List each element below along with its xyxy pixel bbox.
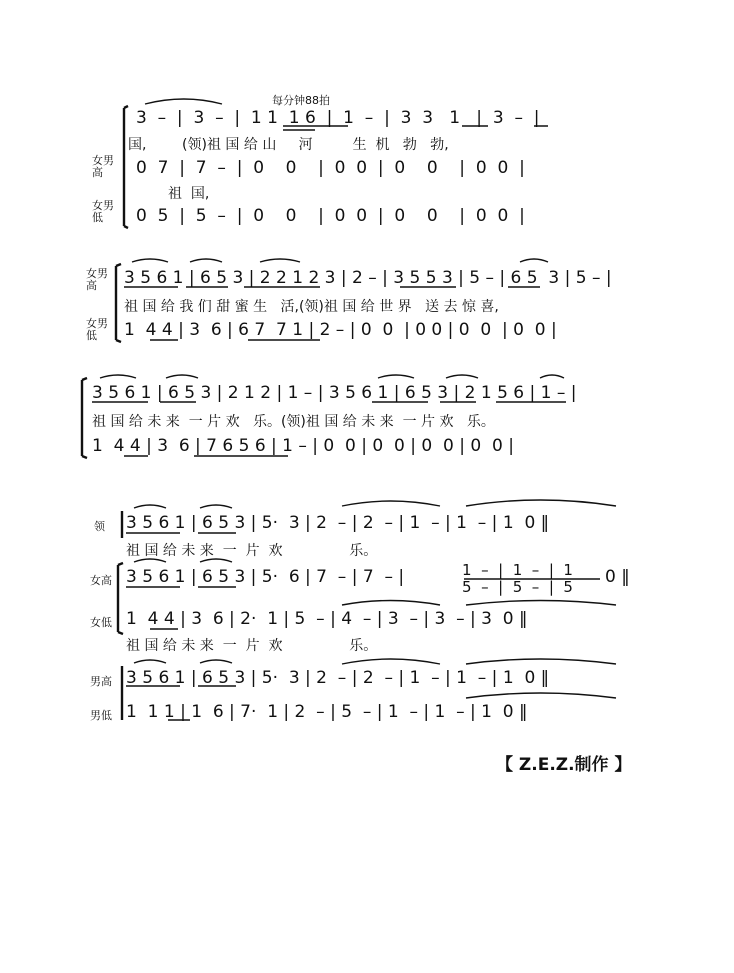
s4-label-female-high: 女高 — [90, 574, 112, 587]
s4-lead-row: 3 5 6 1 | 6 5 3 | 5· 3 | 2 – | 2 – | 1 – | 1 – | 1 0 ‖ — [126, 513, 550, 533]
s2-bottom-row: 1 4 4 | 3 6 | 6 7 7 1 | 2 – | 0 0 | 0 0 | 0 0 | 0 0 | — [124, 320, 557, 340]
s1-lyric-b: 祖 国, — [168, 186, 210, 202]
s1-lyric-a: 国, (领)祖 国 给 山 河 生 机 勃 勃, — [128, 137, 449, 153]
s2-voice-label-high: 女男高 — [86, 267, 108, 292]
tempo-marking: 每分钟88拍 — [272, 94, 330, 107]
s4-label-male-low: 男低 — [90, 709, 112, 722]
s1-voice-label-low: 女男低 — [92, 199, 114, 224]
s1-top-row: 3 – | 3 – | 1 1 1 6 | 1 – | 3 3 1 | 3 – | — [136, 108, 540, 128]
s4-female-high-brace-bottom: 5 – | 5 – | 5 — [462, 578, 573, 596]
maker-credit: 【 Z.E.Z.制作 】 — [496, 755, 632, 775]
s3-lyric: 祖 国 给 未 来 一 片 欢 乐。(领)祖 国 给 未 来 一 片 欢 乐。 — [92, 414, 495, 430]
s4-label-female-low: 女低 — [90, 616, 112, 629]
s3-top-row: 3 5 6 1 | 6 5 3 | 2 1 2 | 1 – | 3 5 6 1 | 6 5 3 | 2 1 5 6 | 1 – | — [92, 383, 577, 403]
s4-lyric-a: 祖 国 给 未 来 一 片 欢 乐。 — [126, 543, 378, 559]
s4-female-low-row: 1 4 4 | 3 6 | 2· 1 | 5 – | 4 – | 3 – | 3 – | 3 0 ‖ — [126, 609, 528, 629]
s1-voice-label-high: 女男高 — [92, 154, 114, 179]
s2-voice-label-low: 女男低 — [86, 317, 108, 342]
s2-top-row: 3 5 6 1 | 6 5 3 | 2 2 1 2 3 | 2 – | 3 5 5 3 | 5 – | 6 5 3 | 5 – | — [124, 268, 612, 288]
s4-female-high-end: 0 ‖ — [605, 567, 630, 587]
s4-label-male-high: 男高 — [90, 675, 112, 688]
s1-mid-row: 0 7 | 7 – | 0 0 | 0 0 | 0 0 | 0 0 | — [136, 158, 525, 178]
s4-lyric-b: 祖 国 给 未 来 一 片 欢 乐。 — [126, 638, 378, 654]
s4-female-high-brace-top: 1 – | 1 – | 1 — [462, 561, 573, 579]
s4-male-high-row: 3 5 6 1 | 6 5 3 | 5· 3 | 2 – | 2 – | 1 – | 1 – | 1 0 ‖ — [126, 668, 550, 688]
s1-bottom-row: 0 5 | 5 – | 0 0 | 0 0 | 0 0 | 0 0 | — [136, 206, 525, 226]
s2-lyric: 祖 国 给 我 们 甜 蜜 生 活,(领)祖 国 给 世 界 送 去 惊 喜, — [124, 299, 499, 315]
s3-bottom-row: 1 4 4 | 3 6 | 7 6 5 6 | 1 – | 0 0 | 0 0 | 0 0 | 0 0 | — [92, 436, 514, 456]
s4-male-low-row: 1 1 1 | 1 6 | 7· 1 | 2 – | 5 – | 1 – | 1 – | 1 0 ‖ — [126, 702, 528, 722]
s4-label-lead: 领 — [94, 520, 105, 533]
s4-female-high-row: 3 5 6 1 | 6 5 3 | 5· 6 | 7 – | 7 – | — [126, 567, 405, 587]
